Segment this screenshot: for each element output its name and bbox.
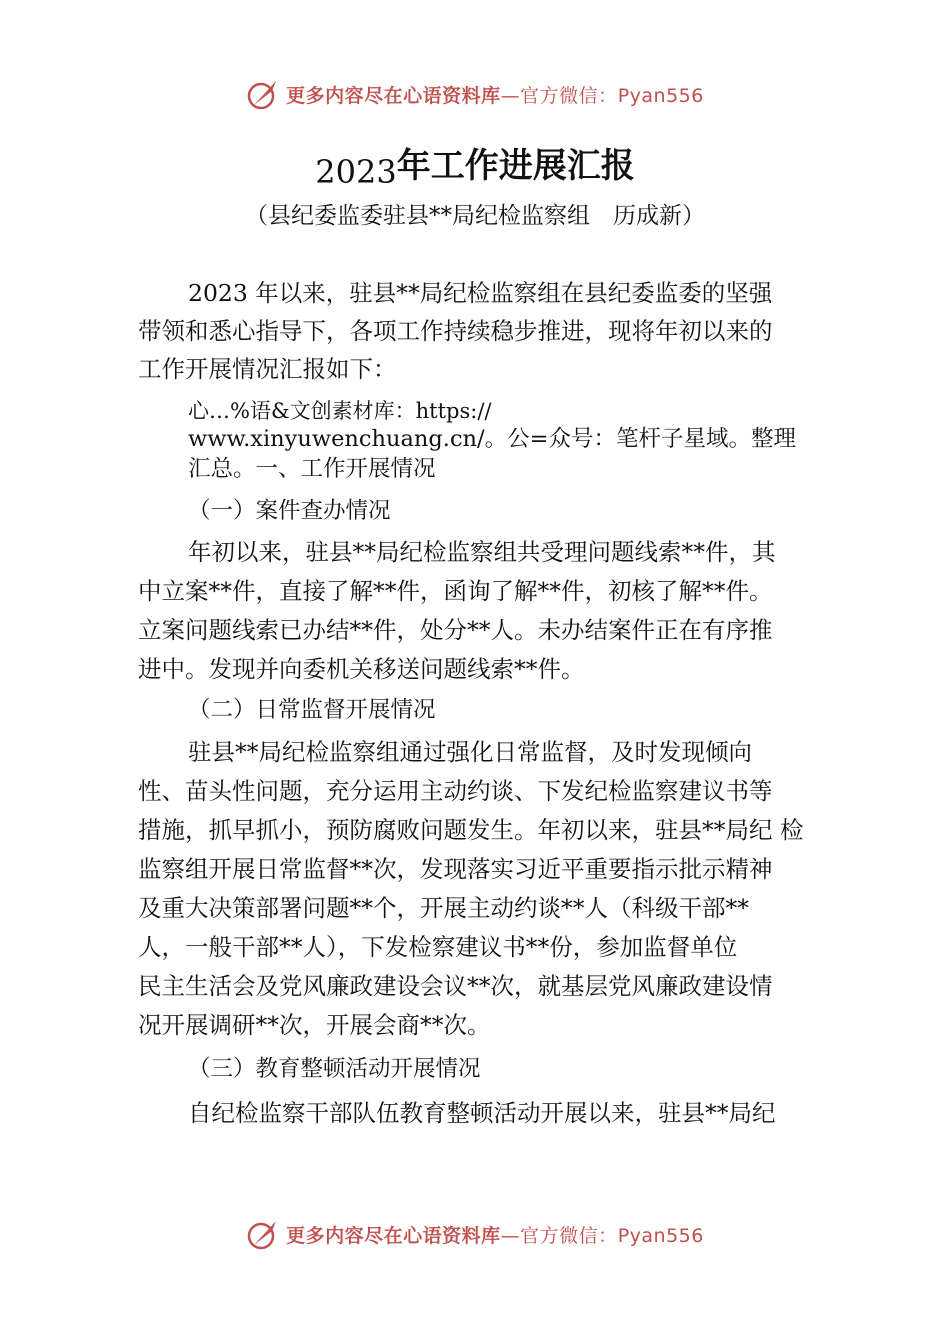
watermark-text xyxy=(286,81,704,108)
watermark-text xyxy=(286,1221,704,1248)
intro-line-1: 2023 年以来，驻县**局纪检监察组在县纪委监委的坚强 xyxy=(188,279,773,307)
intro-line-2: 带领和悉心指导下，各项工作持续稳步推进，现将年初以来的 xyxy=(138,317,773,345)
section-2-line-3: 措施，抓早抓小，预防腐败问题发生。年初以来，驻县**局纪 检 xyxy=(138,816,804,844)
section-2-line-4: 监察组开展日常监督**次，发现落实习近平重要指示批示精神 xyxy=(138,855,773,883)
footer-watermark-banner xyxy=(0,1214,950,1254)
section-1-heading: （一）案件查办情况 xyxy=(188,498,391,524)
watermark-contact-label: 官方微信： xyxy=(520,84,618,107)
quill-pen-logo-icon xyxy=(246,77,280,111)
watermark-contact-label: 官方微信： xyxy=(520,1224,618,1247)
section-2-line-5: 及重大决策部署问题**个，开展主动约谈**人（科级干部** xyxy=(138,894,749,922)
title-text: 年工作进展汇报 xyxy=(396,146,635,186)
section-2-line-1: 驻县**局纪检监察组通过强化日常监督，及时发现倾向 xyxy=(188,738,752,766)
title-year: 2023 xyxy=(315,153,397,191)
section-1-line-3: 立案问题线索已办结**件，处分**人。未办结案件正在有序推 xyxy=(138,616,773,644)
section-2-line-7: 民主生活会及党风廉政建设会议**次，就基层党风廉政建设情 xyxy=(138,972,773,1000)
section-1-line-1: 年初以来，驻县**局纪检监察组共受理问题线索**件，其 xyxy=(188,538,776,566)
section-2-line-2: 性、苗头性问题，充分运用主动约谈、下发纪检监察建议书等 xyxy=(138,777,773,805)
watermark-contact-id: Pyan556 xyxy=(617,1224,704,1247)
document-subtitle: （县纪委监委驻县**局纪检监察组 历成新） xyxy=(245,203,705,229)
watermark-brand: 更多内容尽在心语资料库 xyxy=(286,1224,501,1247)
section-3-line-1: 自纪检监察干部队伍教育整顿活动开展以来，驻县**局纪 xyxy=(188,1099,776,1127)
document-title xyxy=(0,138,950,191)
watermark-contact-id: Pyan556 xyxy=(617,84,704,107)
section-3-heading: （三）教育整顿活动开展情况 xyxy=(188,1056,481,1082)
section-2-line-6: 人，一般干部**人），下发检察建议书**份，参加监督单位 xyxy=(138,933,738,961)
notice-line-3: 汇总。一、工作开展情况 xyxy=(188,456,436,482)
header-watermark-banner xyxy=(0,74,950,114)
section-1-line-4: 进中。发现并向委机关移送问题线索**件。 xyxy=(138,655,585,683)
watermark-dash: — xyxy=(500,1224,521,1247)
quill-pen-logo-icon xyxy=(246,1217,280,1251)
notice-line-1: 心…%语&文创素材库：https:// xyxy=(188,399,492,423)
watermark-dash: — xyxy=(500,84,521,107)
section-1-line-2: 中立案**件，直接了解**件，函询了解**件，初核了解**件。 xyxy=(138,577,773,605)
section-2-line-8: 况开展调研**次，开展会商**次。 xyxy=(138,1011,491,1039)
intro-line-3: 工作开展情况汇报如下： xyxy=(138,355,397,383)
watermark-brand: 更多内容尽在心语资料库 xyxy=(286,84,501,107)
section-2-heading: （二）日常监督开展情况 xyxy=(188,697,436,723)
notice-line-2: www.xinyuwenchuang.cn/。公=众号：笔杆子星域。整理 xyxy=(188,426,796,452)
